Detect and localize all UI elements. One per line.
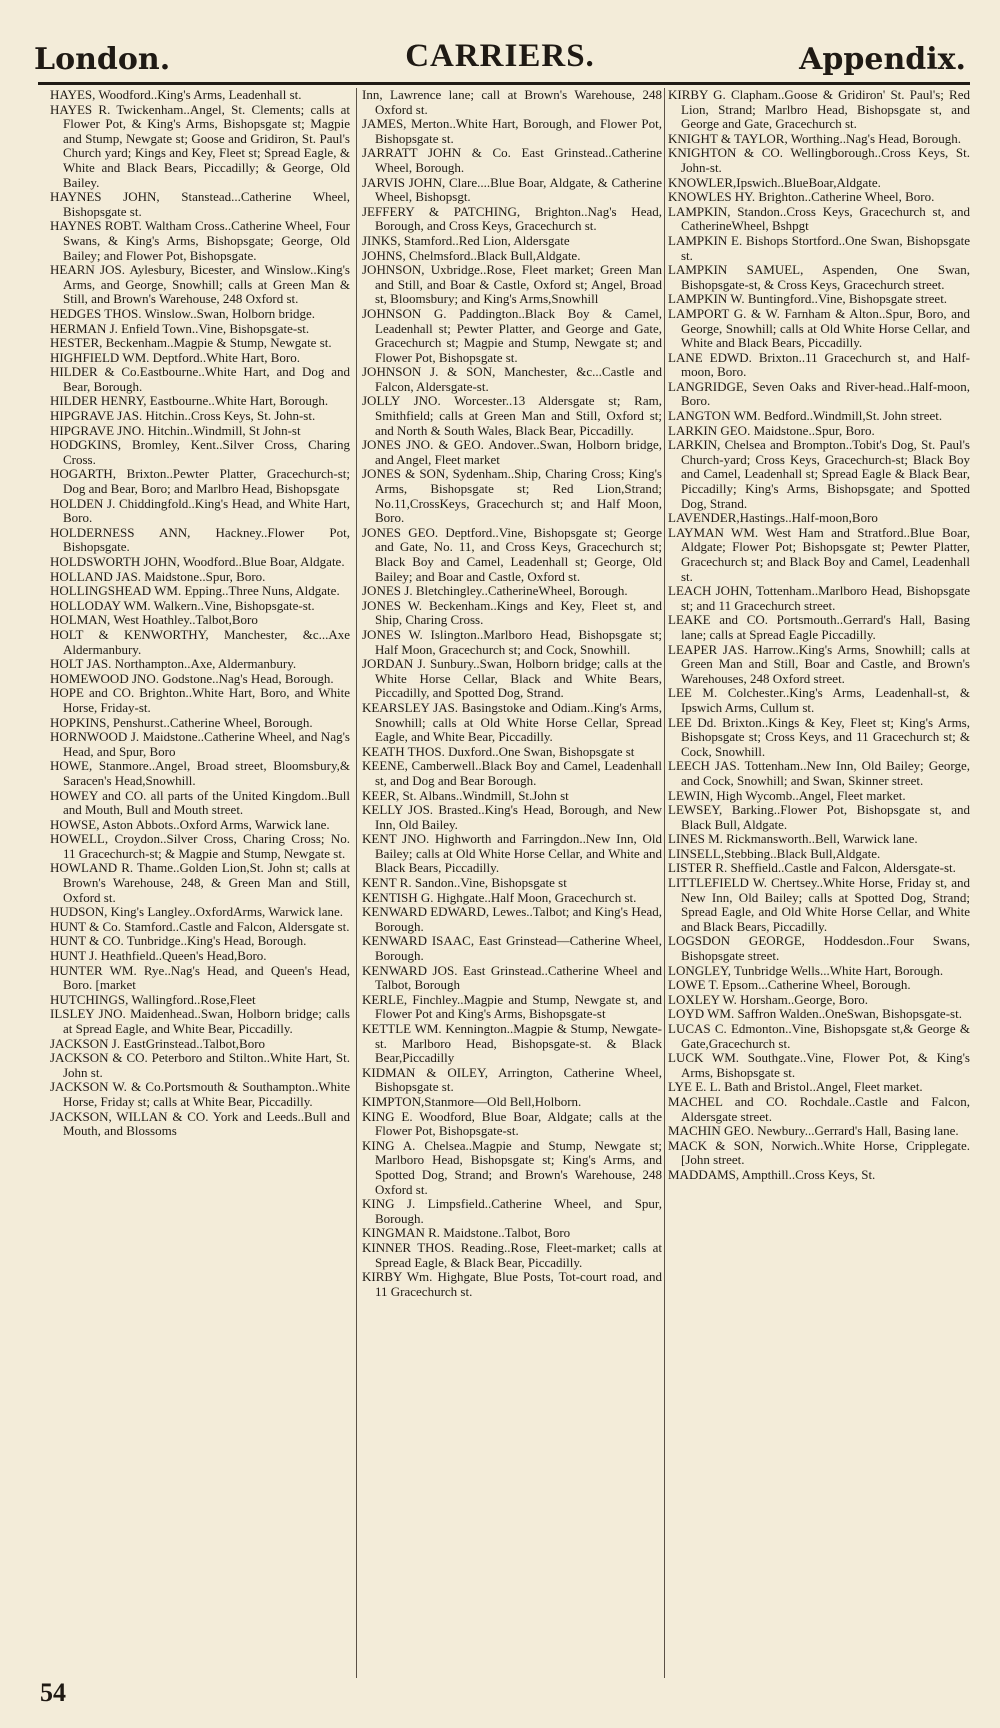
directory-entry: LEECH JAS. Tottenham..New Inn, Old Bailey; George, and Cock, Snowhill; and Swan, Skinner street. [668,758,970,788]
directory-entry: LEE M. Colchester..King's Arms, Leadenhall-st, & Ipswich Arms, Cullum st. [668,685,970,715]
directory-entry: KENWARD ISAAC, East Grinstead—Catherine Wheel, Borough. [362,933,662,964]
directory-entry: HEDGES THOS. Winslow..Swan, Holborn bridge. [50,305,316,321]
directory-entry: LEAKE and CO. Portsmouth..Gerrard's Hall, Basing lane; calls at Spread Eagle Piccadilly. [668,612,970,642]
header-right: Appendix. [799,42,966,77]
directory-entry: LAMPKIN SAMUEL, Aspenden, One Swan, Bishopsgate-st, & Cross Keys, Gracechurch street. [668,262,970,292]
directory-entry: KENT JNO. Highworth and Farringdon..New Inn, Old Bailey; calls at Old White Horse Cellar, and White and Black Bears, Piccadilly. [362,831,662,876]
column-3 [668,88,970,1676]
directory-entry: HOWE, Stanmore..Angel, Broad street, Bloomsbury,& Saracen's Head,Snowhill. [50,758,350,788]
directory-entry: HAYNES JOHN, Stanstead...Catherine Wheel, Bishopsgate st. [50,189,350,219]
directory-entry: HIPGRAVE JAS. Hitchin..Cross Keys, St. John-st. [50,408,316,424]
directory-entry: KELLY JOS. Brasted..King's Head, Borough, and New Inn, Old Bailey. [362,802,662,832]
directory-entry: JACKSON, WILLAN & CO. York and Leeds..Bull and Mouth, and Blossoms [50,1108,350,1139]
directory-entry: HOWLAND R. Thame..Golden Lion,St. John st; calls at Brown's Warehouse, 248, & Green Man and Still, Oxford st. [50,860,350,905]
directory-entry: KENTISH G. Highgate..Half Moon, Gracechurch st. [362,889,637,905]
directory-entry: HOLDSWORTH JOHN, Woodford..Blue Boar, Aldgate. [50,554,345,569]
directory-entry: HAYES R. Twickenham..Angel, St. Clements; calls at Flower Pot, & King's Arms, Bishopsgate st; Magpie and Stump, Newgate st; Goose and Gridiron, St. Paul's Church yard; Kings and Key, Fleet st; Spread Eagle, & White and Black Bears, Piccadilly; & George, Old Bailey. [50,101,350,190]
directory-entry: JARVIS JOHN, Clare....Blue Boar, Aldgate, & Catherine Wheel, Bishopsgt. [362,174,662,205]
directory-entry: HUDSON, King's Langley..OxfordArms, Warwick lane. [50,904,344,920]
page-header [30,38,970,78]
directory-entry: HODGKINS, Bromley, Kent..Silver Cross, Charing Cross. [50,437,350,467]
column-divider [664,88,665,1678]
directory-entry: KERLE, Finchley..Magpie and Stump, Newgate st, and Flower Pot and King's Arms, Bishopsgate-st [362,991,662,1022]
directory-entry: JAMES, Merton..White Hart, Borough, and Flower Pot, Bishopsgate st. [362,116,662,146]
directory-entry: JONES GEO. Deptford..Vine, Bishopsgate st; George and Gate, No. 11, and Cross Keys, Gracechurch st; Black Boy and Camel, Leadenhall st; George, Old Bailey; and Boar and Castle, Oxford st. [362,524,662,584]
directory-entry: LARKIN GEO. Maidstone..Spur, Boro. [668,422,875,438]
directory-entry: LYE E. L. Bath and Bristol..Angel, Fleet market. [668,1079,923,1095]
directory-entry: KENT R. Sandon..Vine, Bishopsgate st [362,875,567,891]
directory-entry: HOLT & KENWORTHY, Manchester, &c...Axe Aldermanbury. [50,626,350,657]
directory-entry: JOHNSON J. & SON, Manchester, &c...Castle and Falcon, Aldersgate-st. [362,364,662,394]
directory-entry: LAYMAN WM. West Ham and Stratford..Blue Boar, Aldgate; Flower Pot; Bishopsgate st; Pewter Platter, Gracechurch st; and Black Boy and Camel, Leadenhall st. [668,524,970,584]
directory-entry: LEAPER JAS. Harrow..King's Arms, Snowhill; calls at Green Man and Still, Boar and Castle, and Brown's Warehouses, 248 Oxford street. [668,641,970,686]
directory-entry: HAYES, Woodford..King's Arms, Leadenhall st. [50,88,302,102]
directory-entry: KEENE, Camberwell..Black Boy and Camel, Leadenhall st, and Dog and Bear Borough. [362,758,662,788]
directory-entry: HOLT JAS. Northampton..Axe, Aldermanbury. [50,656,297,672]
directory-entry: KIMPTON,Stanmore—Old Bell,Holborn. [362,1093,582,1109]
column-1 [50,88,350,1676]
directory-entry: KENWARD EDWARD, Lewes..Talbot; and King's Head, Borough. [362,904,662,934]
directory-entry: LOYD WM. Saffron Walden..OneSwan, Bishopsgate-st. [668,1006,962,1022]
directory-entry: JACKSON & CO. Peterboro and Stilton..White Hart, St. John st. [50,1050,350,1080]
directory-entry: KEATH THOS. Duxford..One Swan, Bishopsgate st [362,743,635,759]
directory-entry: LAVENDER,Hastings..Half-moon,Boro [668,510,878,526]
header-title: CARRIERS. [405,38,595,74]
directory-entry: HOLLODAY WM. Walkern..Vine, Bishopsgate-st. [50,597,315,613]
directory-entry: KNIGHT & TAYLOR, Worthing..Nag's Head, Borough. [668,130,961,146]
directory-entry: LISTER R. Sheffield..Castle and Falcon, Aldersgate-st. [668,860,956,876]
directory-entry: HUTCHINGS, Wallingford..Rose,Fleet [50,991,256,1007]
directory-entry: LUCK WM. Southgate..Vine, Flower Pot, & King's Arms, Bishopsgate st. [668,1050,970,1080]
directory-entry: JOHNSON, Uxbridge..Rose, Fleet market; Green Man and Still, and Boar & Castle, Oxford st; Angel, Broad st, Bloomsbury; and King's Arms,Snowhill [362,262,662,307]
directory-entry: HOLDERNESS ANN, Hackney..Flower Pot, Bishopsgate. [50,524,350,555]
directory-entry: MADDAMS, Ampthill..Cross Keys, St. [668,1166,876,1182]
page-number: 54 [40,1678,66,1707]
directory-entry: KIRBY Wm. Highgate, Blue Posts, Tot-court road, and 11 Gracechurch st. [362,1269,662,1299]
directory-entry: HIGHFIELD WM. Deptford..White Hart, Boro. [50,349,300,365]
directory-entry: HOLLAND JAS. Maidstone..Spur, Boro. [50,568,266,584]
directory-entry: MACK & SON, Norwich..White Horse, Cripplegate. [John street. [668,1137,970,1168]
directory-entry: LAMPKIN E. Bishops Stortford..One Swan, Bishopsgate st. [668,232,970,263]
directory-entry: LAMPKIN, Standon..Cross Keys, Gracechurch st, and CatherineWheel, Bshpgt [668,203,970,234]
directory-entry: LEWSEY, Barking..Flower Pot, Bishopsgate st, and Black Bull, Aldgate. [668,802,970,832]
directory-entry: LOXLEY W. Horsham..George, Boro. [668,991,869,1007]
directory-entry: HOGARTH, Brixton..Pewter Platter, Gracechurch-st; Dog and Bear, Boro; and Marlbro Head, Bishopsgate [50,466,350,497]
directory-entry: HILDER HENRY, Eastbourne..White Hart, Borough. [50,393,329,409]
directory-entry: JEFFERY & PATCHING, Brighton..Nag's Head, Borough, and Cross Keys, Gracechurch st. [362,203,662,234]
column-2 [362,88,662,1676]
header-rule [38,82,970,85]
directory-entry: KINGMAN R. Maidstone..Talbot, Boro [362,1225,571,1241]
directory-entry: LAMPORT G. & W. Farnham & Alton..Spur, Boro, and George, Snowhill; calls at Old White Horse Cellar, and White and Black Bears, Piccadilly. [668,305,970,351]
directory-entry: KING J. Limpsfield..Catherine Wheel, and Spur, Borough. [362,1196,662,1226]
directory-entry: Inn, Lawrence lane; call at Brown's Warehouse, 248 Oxford st. [362,88,662,117]
directory-entry: JONES & SON, Sydenham..Ship, Charing Cross; King's Arms, Bishopsgate st; Red Lion,Strand; No.11,CrossKeys, Gracechurch st; and Half Moon, Boro. [362,466,662,526]
directory-entry: KNIGHTON & CO. Wellingborough..Cross Keys, St. John-st. [668,145,970,175]
directory-entry: LINES M. Rickmansworth..Bell, Warwick lane. [668,831,918,847]
directory-entry: KEER, St. Albans..Windmill, St.John st [362,787,569,803]
directory-entry: HEARN JOS. Aylesbury, Bicester, and Winslow..King's Arms, and George, Snowhill; calls at Green Man & Still, and Brown's Warehouse, 248 Oxford st. [50,262,350,307]
directory-entry: LEE Dd. Brixton..Kings & Key, Fleet st; King's Arms, Bishopsgate st; Cross Keys, and 11 Gracechurch st; & Cock, Snowhill. [668,714,970,759]
directory-entry: LANGTON WM. Bedford..Windmill,St. John street. [668,408,943,424]
directory-entry: HOWELL, Croydon..Silver Cross, Charing Cross; No. 11 Gracechurch-st; & Magpie and Stump, Newgate st. [50,831,350,861]
directory-entry: LOGSDON GEORGE, Hoddesdon..Four Swans, Bishopsgate street. [668,933,970,964]
directory-entry: JOHNSON G. Paddington..Black Boy & Camel, Leadenhall st; Pewter Platter, and George and Gate, Gracechurch st; Magpie and Stump, Newgate st; and Flower Pot, Bishopsgate st. [362,305,662,365]
directory-entry: HOWEY and CO. all parts of the United Kingdom..Bull and Mouth, Bull and Mouth street. [50,787,350,818]
directory-entry: KETTLE WM. Kennington..Magpie & Stump, Newgate-st. Marlboro Head, Bishopsgate-st. & Black Bear,Piccadilly [362,1021,662,1066]
directory-entry: LARKIN, Chelsea and Brompton..Tobit's Dog, St. Paul's Church-yard; Cross Keys, Gracechurch-st; Black Boy and Camel, Leadenhall st; Spread Eagle & Black Bear, Piccadilly; King's Arms, Bishopsgate; and Spotted Dog, Strand. [668,437,970,511]
directory-entry: HORNWOOD J. Maidstone..Catherine Wheel, and Nag's Head, and Spur, Boro [50,729,350,759]
directory-entry: HESTER, Beckenham..Magpie & Stump, Newgate st. [50,335,332,351]
directory-entry: JOHNS, Chelmsford..Black Bull,Aldgate. [362,247,581,263]
directory-entry: KING E. Woodford, Blue Boar, Aldgate; calls at the Flower Pot, Bishopsgate-st. [362,1108,662,1139]
directory-entry: HERMAN J. Enfield Town..Vine, Bishopsgate-st. [50,320,310,336]
directory-entry: HILDER & Co.Eastbourne..White Hart, and Dog and Bear, Borough. [50,364,350,394]
directory-entry: HUNT & Co. Stamford..Castle and Falcon, Aldersgate st. [50,918,350,934]
directory-entry: JACKSON W. & Co.Portsmouth & Southampton..White Horse, Friday st; calls at White Bear, Piccadilly. [50,1079,350,1109]
directory-entry: LANE EDWD. Brixton..11 Gracechurch st, and Half-moon, Boro. [668,349,970,380]
column-divider [356,88,357,1678]
directory-entry: LOWE T. Epsom...Catherine Wheel, Borough. [668,977,911,993]
directory-entry: KENWARD JOS. East Grinstead..Catherine Wheel and Talbot, Borough [362,962,662,993]
directory-entry: MACHEL and CO. Rochdale..Castle and Falcon, Aldersgate street. [668,1093,970,1124]
directory-entry: HOWSE, Aston Abbots..Oxford Arms, Warwick lane. [50,816,330,832]
directory-entry: HAYNES ROBT. Waltham Cross..Catherine Wheel, Four Swans, & King's Arms, Bishopsgate; George, Old Bailey; and Flower Pot, Bishopsgate. [50,218,350,263]
directory-entry: HOPKINS, Penshurst..Catherine Wheel, Borough. [50,714,313,730]
directory-entry: KINNER THOS. Reading..Rose, Fleet-market; calls at Spread Eagle, & Black Bear, Piccadilly. [362,1239,662,1270]
directory-entry: ILSLEY JNO. Maidenhead..Swan, Holborn bridge; calls at Spread Eagle, and White Bear, Piccadilly. [50,1006,350,1036]
directory-entry: HIPGRAVE JNO. Hitchin..Windmill, St John-st [50,422,301,438]
directory-entry: JONES W. Islington..Marlboro Head, Bishopsgate st; Half Moon, Gracechurch st; and Cock, Snowhill. [362,626,662,657]
directory-entry: MACHIN GEO. Newbury...Gerrard's Hall, Basing lane. [668,1123,959,1139]
directory-entry: KIDMAN & OILEY, Arrington, Catherine Wheel, Bishopsgate st. [362,1064,662,1095]
directory-entry: JARRATT JOHN & Co. East Grinstead..Catherine Wheel, Borough. [362,145,662,175]
directory-entry: JORDAN J. Sunbury..Swan, Holborn bridge; calls at the White Horse Cellar, Black and White Bears, Piccadilly, and Spotted Dog, Strand. [362,656,662,701]
directory-entry: HOPE and CO. Brighton..White Hart, Boro, and White Horse, Friday-st. [50,685,350,715]
directory-entry: LUCAS C. Edmonton..Vine, Bishopsgate st,& George & Gate,Gracechurch st. [668,1021,970,1051]
directory-entry: HOLLINGSHEAD WM. Epping..Three Nuns, Aldgate. [50,583,340,599]
directory-entry: JINKS, Stamford..Red Lion, Aldersgate [362,232,570,248]
directory-entry: LANGRIDGE, Seven Oaks and River-head..Half-moon, Boro. [668,378,970,409]
directory-entry: JONES JNO. & GEO. Andover..Swan, Holborn bridge, and Angel, Fleet market [362,437,662,467]
directory-entry: KING A. Chelsea..Magpie and Stump, Newgate st; Marlboro Head, Bishopsgate st; King's Arms, and Spotted Dog, Strand; and Brown's Warehouse, 248 Oxford st. [362,1137,662,1197]
directory-entry: LEWIN, High Wycomb..Angel, Fleet market. [668,787,906,803]
directory-entry: HOLMAN, West Hoathley..Talbot,Boro [50,612,258,628]
directory-entry: JOLLY JNO. Worcester..13 Aldersgate st; Ram, Smithfield; calls at Green Man and Still, Oxford st; and North & South Wales, Black Bear, Piccadilly. [362,393,662,438]
directory-entry: KIRBY G. Clapham..Goose & Gridiron' St. Paul's; Red Lion, Strand; Marlbro Head, Bishopsgate st, and George and Gate, Gracechurch st. [668,88,970,132]
directory-entry: JONES J. Bletchingley..CatherineWheel, Borough. [362,583,628,599]
directory-entry: HUNTER WM. Rye..Nag's Head, and Queen's Head, Boro. [market [50,962,350,993]
directory-entry: LINSELL,Stebbing..Black Bull,Aldgate. [668,845,881,861]
directory-entry: HOLDEN J. Chiddingfold..King's Head, and White Hart, Boro. [50,495,350,526]
directory-entry: LAMPKIN W. Buntingford..Vine, Bishopsgate street. [668,291,948,307]
directory-entry: HUNT J. Heathfield..Queen's Head,Boro. [50,948,267,964]
directory-entry: LITTLEFIELD W. Chertsey..White Horse, Friday st, and New Inn, Old Bailey; calls at Spotted Dog, Strand; Spread Eagle, and Old White Horse Cellar, and White and Black Bears, Piccadilly. [668,875,970,934]
directory-entry: HOMEWOOD JNO. Godstone..Nag's Head, Borough. [50,670,334,686]
directory-entry: LONGLEY, Tunbridge Wells...White Hart, Borough. [668,962,944,978]
header-left: London. [34,42,171,77]
directory-entry: KNOWLER,Ipswich..BlueBoar,Aldgate. [668,174,881,190]
directory-entry: LEACH JOHN, Tottenham..Marlboro Head, Bishopsgate st; and 11 Gracechurch street. [668,583,970,613]
directory-entry: HUNT & CO. Tunbridge..King's Head, Borough. [50,933,307,949]
directory-entry: KNOWLES HY. Brighton..Catherine Wheel, Boro. [668,189,935,205]
directory-entry: JACKSON J. EastGrinstead..Talbot,Boro [50,1035,266,1051]
directory-entry: JONES W. Beckenham..Kings and Key, Fleet st, and Ship, Charing Cross. [362,597,662,628]
directory-entry: KEARSLEY JAS. Basingstoke and Odiam..King's Arms, Snowhill; calls at Old White Horse Cellar, Spread Eagle, and White Bear, Piccadilly. [362,699,662,745]
